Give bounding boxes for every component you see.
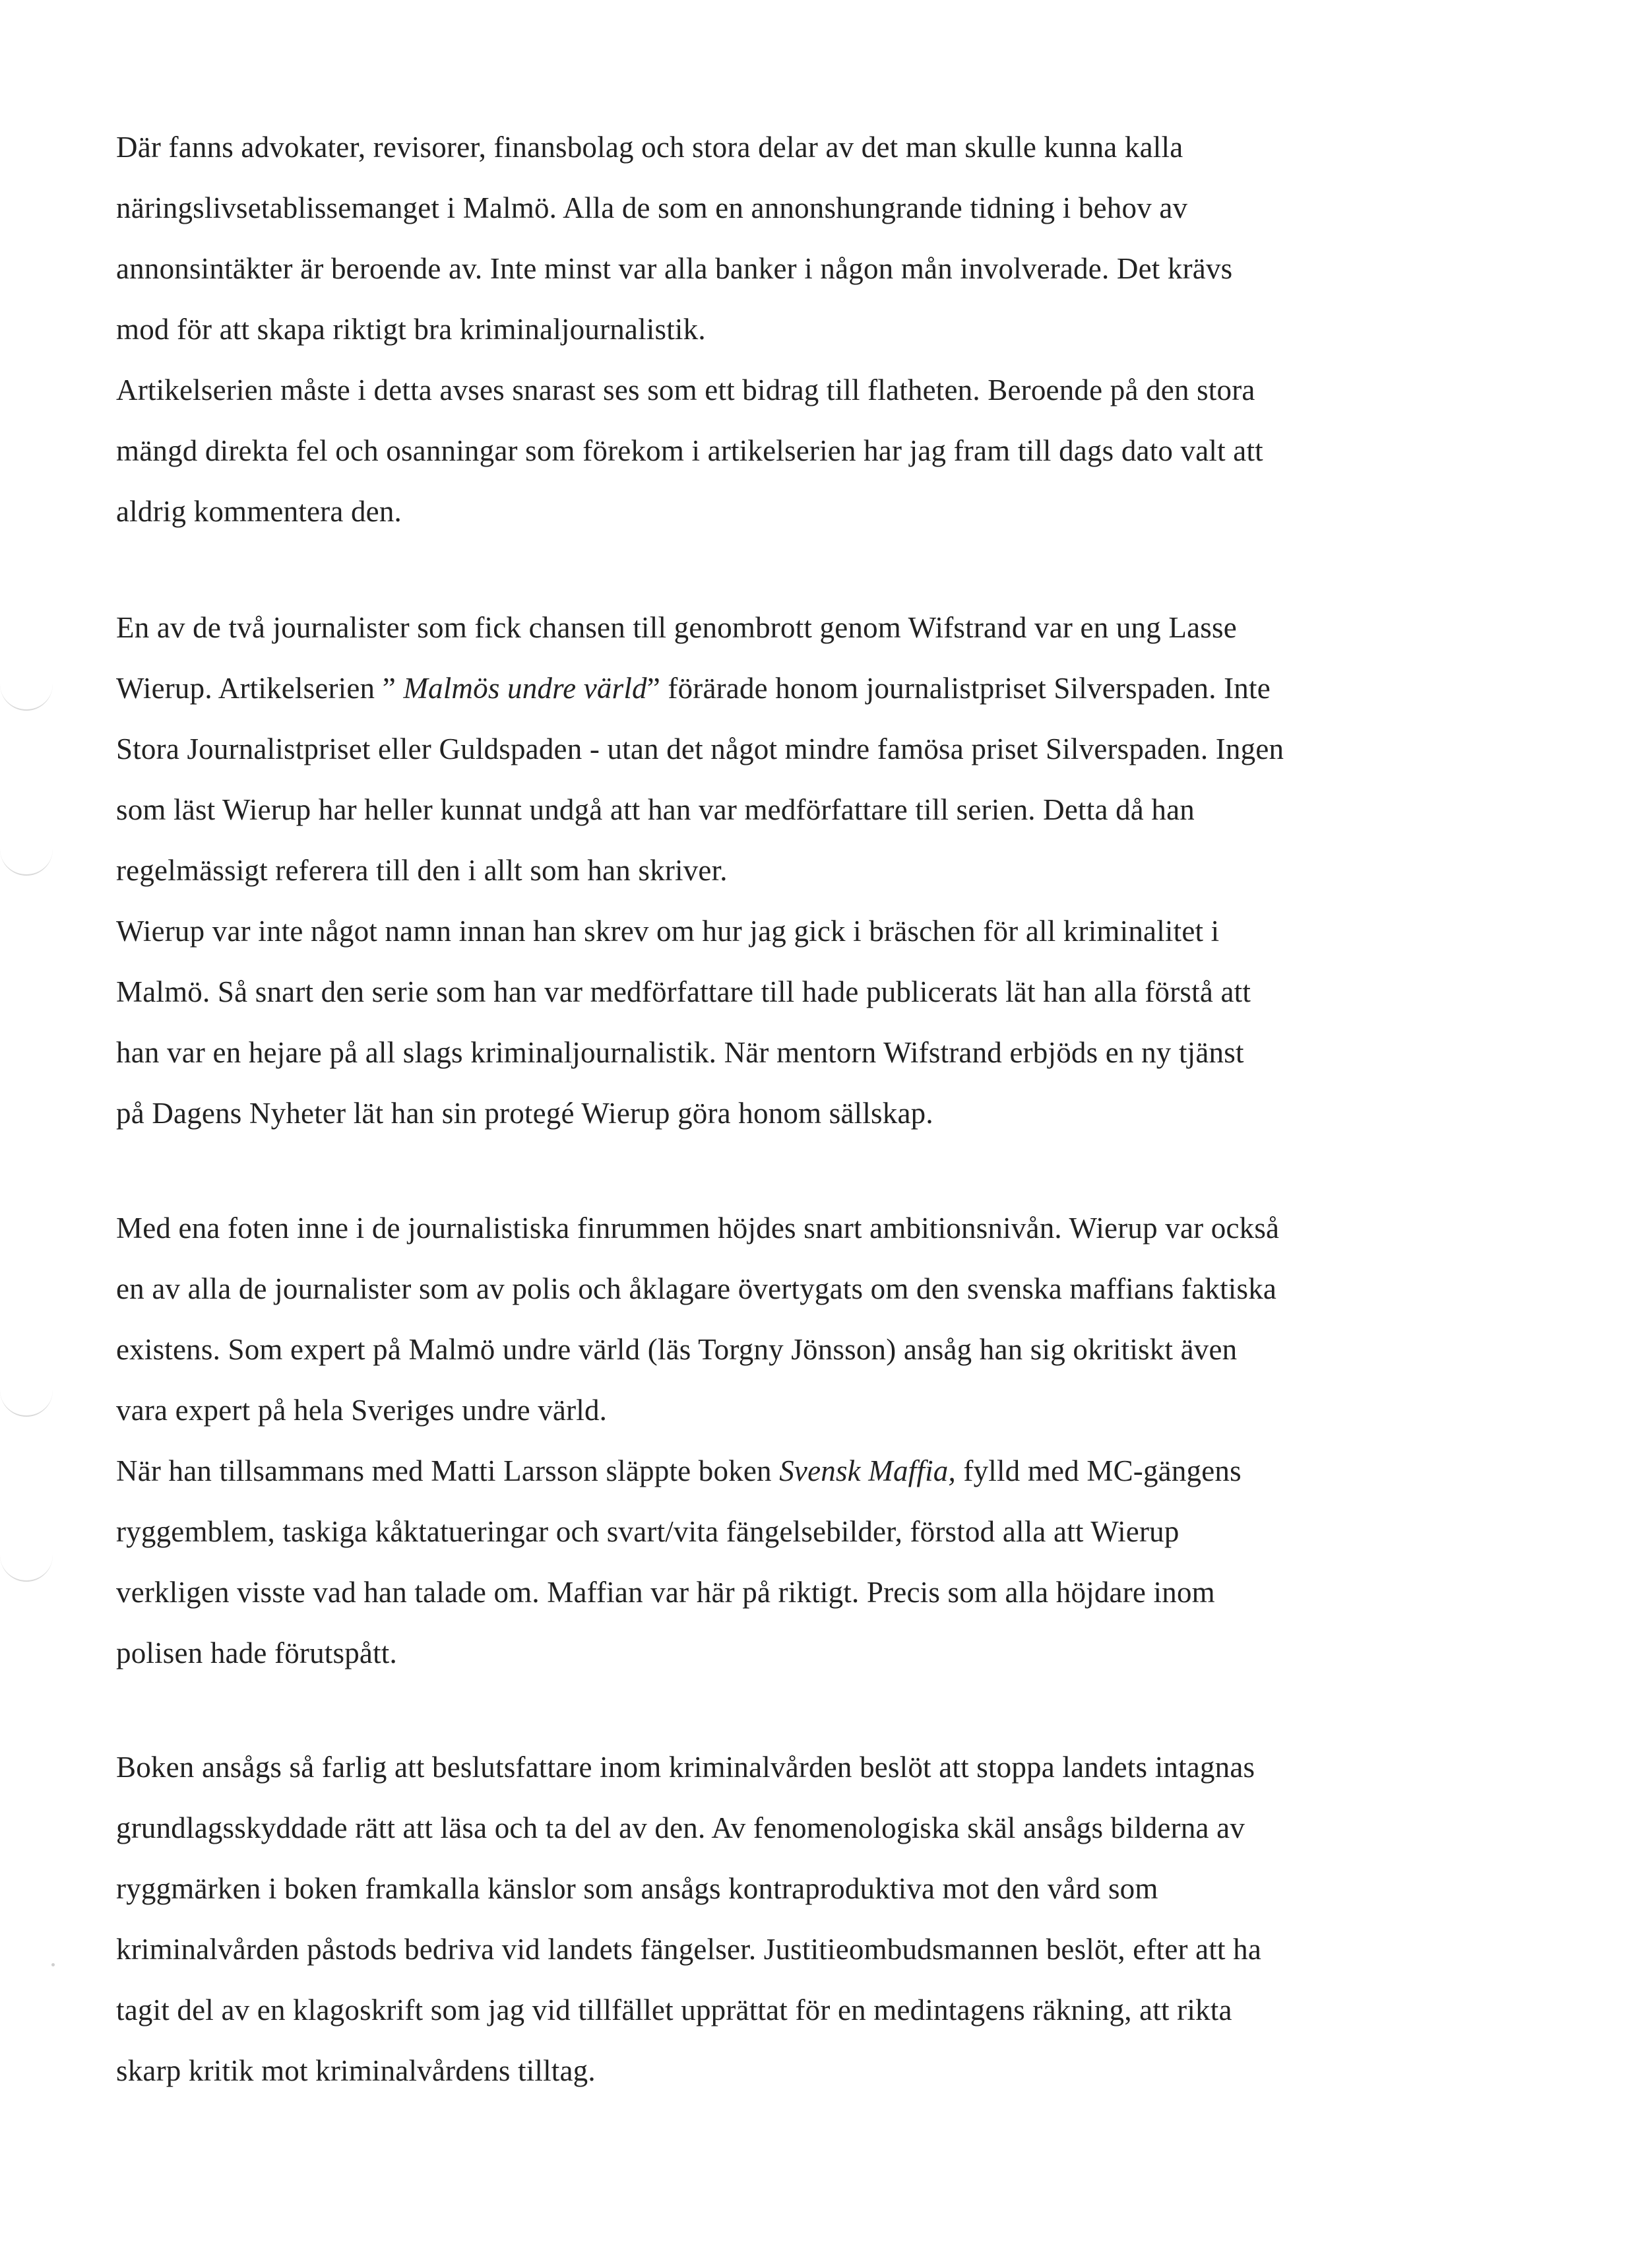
punch-hole-mark [0,676,53,711]
text-line: Wierup var inte något namn innan han skrev om hur jag gick i bräschen för all kriminalitet i [116,915,1220,948]
text-line: mod för att skapa riktigt bra kriminaljournalistik. [116,313,706,346]
text-line: Boken ansågs så farlig att beslutsfattare inom kriminalvården beslöt att stoppa landets intagnas [116,1751,1255,1784]
paragraph-3 [116,1198,1475,1683]
text-line-with-italic [116,658,1475,719]
text-line: tagit del av en klagoskrift som jag vid tillfället upprättat för en medintagens räkning, att rikta [116,1993,1232,2026]
punch-hole-mark [0,1382,53,1417]
text-line-with-italic [116,1441,1475,1501]
punch-hole-mark [0,841,53,876]
text-line: vara expert på hela Sveriges undre värld. [116,1394,608,1427]
text-line: Med ena foten inne i de journalistiska finrummen höjdes snart ambitionsnivån. Wierup var också [116,1212,1280,1245]
text-line: han var en hejare på all slags kriminaljournalistik. När mentorn Wifstrand erbjöds en ny tjänst [116,1036,1244,1069]
text-line: Artikelserien måste i detta avses snarast ses som ett bidrag till flatheten. Beroende på den stora [116,373,1255,406]
paragraph-2 [116,597,1475,1144]
text-line: som läst Wierup har heller kunnat undgå att han var medförfattare till serien. Detta då han [116,793,1195,826]
text-line: Stora Journalistpriset eller Guldspaden - utan det något mindre famösa priset Silverspaden. Ingen [116,732,1284,765]
italic-title: Svensk Maffia, [779,1454,956,1487]
text-line: existens. Som expert på Malmö undre värld (läs Torgny Jönsson) ansåg han sig okritiskt även [116,1333,1238,1366]
text-line: annonsintäkter är beroende av. Inte minst var alla banker i någon mån involverade. Det krävs [116,252,1233,285]
text-line: skarp kritik mot kriminalvårdens tilltag. [116,2054,596,2087]
text-line: Där fanns advokater, revisorer, finansbolag och stora delar av det man skulle kunna kalla [116,131,1183,164]
text-line: polisen hade förutspått. [116,1636,397,1669]
text-run: fylld med MC-gängens [955,1454,1242,1487]
paragraph-1 [116,117,1475,542]
punch-hole-mark [0,1547,53,1582]
paragraph-4 [116,1737,1475,2101]
text-line: En av de två journalister som fick chansen till genombrott genom Wifstrand var en ung Lasse [116,611,1237,644]
text-line: Malmö. Så snart den serie som han var medförfattare till hade publicerats lät han alla förstå att [116,975,1251,1008]
text-line: på Dagens Nyheter lät han sin protegé Wierup göra honom sällskap. [116,1097,933,1130]
text-line: ryggmärken i boken framkalla känslor som ansågs kontraproduktiva mot den vård som [116,1872,1158,1905]
text-line: regelmässigt referera till den i allt som han skriver. [116,854,728,887]
text-line: verkligen visste vad han talade om. Maffian var här på riktigt. Precis som alla höjdare inom [116,1576,1215,1609]
text-line: en av alla de journalister som av polis och åklagare övertygats om den svenska maffians faktiska [116,1272,1277,1305]
text-run: ” förärade honom journalistpriset Silverspaden. Inte [646,672,1271,705]
text-line: aldrig kommentera den. [116,495,402,528]
italic-title: Malmös undre värld [403,672,647,705]
text-line: ryggemblem, taskiga kåktatueringar och svart/vita fängelsebilder, förstod alla att Wierup [116,1515,1180,1548]
text-line: grundlagsskyddade rätt att läsa och ta del av den. Av fenomenologiska skäl ansågs bilderna av [116,1811,1245,1844]
text-line: mängd direkta fel och osanningar som förekom i artikelserien har jag fram till dags dato valt att [116,434,1263,467]
text-line: kriminalvården påstods bedriva vid landets fängelser. Justitieombudsmannen beslöt, efter att ha [116,1933,1262,1966]
text-run: När han tillsammans med Matti Larsson släppte boken [116,1454,780,1487]
text-line: näringslivsetablissemanget i Malmö. Alla de som en annonshungrande tidning i behov av [116,191,1188,224]
scan-speck [51,1963,55,1966]
text-run: Wierup. Artikelserien ” [116,672,404,705]
